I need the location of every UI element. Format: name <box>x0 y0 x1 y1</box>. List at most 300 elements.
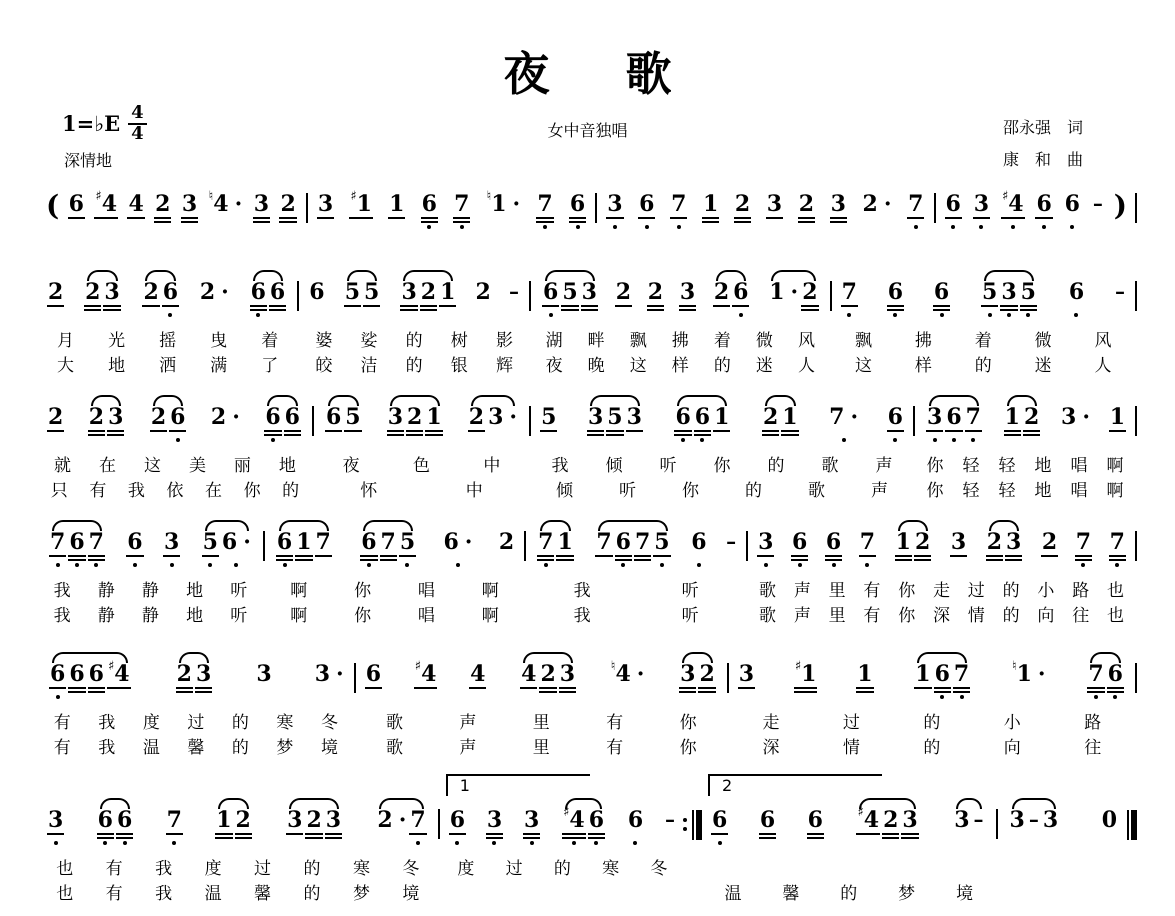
note <box>733 280 748 304</box>
note <box>366 662 381 686</box>
low-octave-dot <box>94 563 98 567</box>
note-digit: 3 <box>163 529 180 555</box>
note <box>582 280 597 304</box>
note <box>808 808 823 832</box>
note <box>562 280 577 304</box>
note <box>104 280 119 304</box>
note <box>714 280 729 304</box>
lyric-syllable: 听 <box>619 481 637 501</box>
slur-group <box>343 280 382 304</box>
note-digit: 3 <box>486 807 503 833</box>
note <box>381 530 396 554</box>
lyrics-verse-1 <box>40 582 261 601</box>
note-digit: 7 <box>841 279 857 305</box>
credits <box>1003 112 1083 176</box>
lyric-syllable: 过 <box>505 859 523 879</box>
barline <box>529 406 531 436</box>
lyric-syllable: 你 <box>898 581 916 601</box>
note-digit: 1 <box>356 191 372 217</box>
lyrics-verse-1 <box>731 714 1133 733</box>
note-digit: – <box>509 279 519 303</box>
note <box>203 530 218 554</box>
duration-dot: · <box>232 403 240 430</box>
note-digit: 7 <box>1109 529 1125 555</box>
composer-credit: 康 和 曲 <box>1002 150 1083 169</box>
lyric-syllable: 我 <box>155 859 173 879</box>
note-digit: 1 <box>296 529 312 555</box>
lyric-syllable: 样 <box>671 356 689 376</box>
slur-group <box>48 659 132 687</box>
note-digit: 2 <box>48 404 64 430</box>
lyric-syllable: 的 <box>745 481 762 501</box>
note <box>799 192 814 216</box>
notes-row <box>40 530 261 568</box>
note <box>89 530 104 554</box>
slur-group <box>87 405 126 429</box>
lyric-syllable: 地 <box>108 356 126 376</box>
accidental-natural: ♮ <box>208 189 214 204</box>
note <box>48 280 63 304</box>
lyric-syllable: 向 <box>1037 606 1055 626</box>
lyric-syllable: 冬 <box>320 713 338 733</box>
note-digit: 6 <box>807 807 823 833</box>
system-3 <box>40 405 1139 501</box>
note <box>934 280 949 304</box>
lyric-syllable: 听 <box>659 456 677 476</box>
lyrics-verse-2 <box>40 885 436 904</box>
lyric-syllable: 度 <box>142 713 160 733</box>
note <box>616 530 631 554</box>
note-digit: 2 <box>280 191 296 217</box>
lyric-syllable: 听 <box>681 581 699 601</box>
notes-row <box>40 189 304 230</box>
barline <box>438 809 440 839</box>
note-digit: 6 <box>588 807 604 833</box>
notes-row <box>301 280 527 318</box>
lyric-syllable: 声 <box>793 581 811 601</box>
note-digit: 6 <box>88 661 104 687</box>
note <box>69 192 84 216</box>
note-digit: 6 <box>365 661 382 687</box>
note <box>164 530 179 554</box>
lyric-syllable: 月 <box>57 331 75 351</box>
low-octave-dot <box>405 563 409 567</box>
note-digit: 1 <box>801 661 817 687</box>
note <box>426 405 441 429</box>
note-digit: 2 <box>802 279 818 305</box>
lyric-syllable: 皎 <box>315 356 333 376</box>
measure <box>40 808 436 904</box>
note <box>714 405 729 429</box>
lyric-syllable: 只 <box>50 481 68 501</box>
low-octave-dot <box>660 563 664 567</box>
slur-group <box>894 530 933 554</box>
duration-dot: · <box>336 660 344 687</box>
note-digit: 3 <box>181 191 198 217</box>
note <box>85 280 100 304</box>
note <box>236 808 251 832</box>
note <box>95 189 118 217</box>
measure <box>731 659 1133 758</box>
lyric-syllable: 里 <box>532 713 550 733</box>
accidental-sharp: ♯ <box>857 805 864 820</box>
measure <box>301 280 527 376</box>
meter-numerator: 4 <box>128 104 147 125</box>
note-digit: 5 <box>399 529 416 555</box>
note-digit: 2 <box>540 661 556 687</box>
note-digit: – <box>664 807 675 831</box>
note <box>802 280 817 304</box>
lyric-syllable: 冬 <box>650 859 668 879</box>
note <box>50 662 65 686</box>
note <box>48 808 63 832</box>
slur-group <box>980 280 1038 304</box>
note-digit: 4 <box>421 661 437 687</box>
note-digit: 4 <box>128 191 144 217</box>
note-digit: 5 <box>607 404 623 430</box>
note <box>524 808 539 832</box>
note-digit: 7 <box>88 529 104 555</box>
lyric-syllable: 的 <box>974 356 992 376</box>
lyric-syllable: 满 <box>210 356 228 376</box>
low-octave-dot <box>456 563 460 567</box>
note <box>712 808 727 832</box>
note-digit: 1 <box>1109 404 1125 430</box>
lyric-syllable: 静 <box>141 606 159 626</box>
lyric-syllable: 馨 <box>254 884 272 904</box>
lyric-syllable: 有 <box>53 738 71 758</box>
note-digit: 1 <box>426 404 442 430</box>
dash <box>1115 280 1125 302</box>
lyric-syllable: 的 <box>1002 581 1020 601</box>
lyric-syllable: 在 <box>98 456 116 476</box>
lyric-syllable: 湖 <box>545 331 563 351</box>
note <box>265 405 280 429</box>
note-digit: 6 <box>1107 661 1123 687</box>
note <box>1110 405 1125 429</box>
note-digit: 6 <box>759 807 776 833</box>
low-octave-dot <box>176 438 180 442</box>
key-signature <box>62 104 147 144</box>
lyrics-verse-2 <box>1000 885 1125 904</box>
barline <box>529 281 531 311</box>
note <box>639 192 654 216</box>
note <box>1042 530 1057 554</box>
low-octave-dot <box>367 563 371 567</box>
note <box>211 405 240 429</box>
note <box>1043 808 1058 832</box>
lyric-syllable: 我 <box>551 456 569 476</box>
note-digit: 7 <box>538 529 554 555</box>
low-octave-dot <box>549 313 553 317</box>
lyric-syllable: 曳 <box>210 331 228 351</box>
note-digit: 6 <box>1068 279 1085 305</box>
low-octave-dot <box>1094 695 1098 699</box>
note <box>69 662 84 686</box>
note-digit: 2 <box>48 279 64 305</box>
note <box>915 662 930 686</box>
lyric-syllable: 影 <box>495 331 513 351</box>
note <box>1005 405 1020 429</box>
note-digit: 3 <box>325 807 342 833</box>
slur-group <box>594 530 671 554</box>
lyric-syllable: 美 <box>188 456 206 476</box>
note-digit: 2 <box>762 404 779 430</box>
lyric-syllable: 深 <box>762 738 780 758</box>
lyric-syllable: 这 <box>855 356 872 376</box>
duration-dot: · <box>636 660 645 687</box>
lyric-syllable: 有 <box>863 606 881 626</box>
lyric-syllable: 我 <box>573 581 591 601</box>
lyric-syllable: 有 <box>105 884 123 904</box>
note-digit: 6 <box>825 529 842 555</box>
dash <box>726 530 736 552</box>
dash <box>1093 192 1103 214</box>
note <box>1011 659 1046 687</box>
note <box>860 530 875 554</box>
note-digit: 6 <box>934 661 950 687</box>
lyric-syllable: 你 <box>679 738 697 758</box>
note <box>857 662 872 686</box>
note <box>251 280 266 304</box>
lyric-syllable: 歌 <box>759 581 777 601</box>
note <box>450 808 465 832</box>
lyric-syllable: 这 <box>629 356 647 376</box>
note <box>488 405 517 429</box>
note <box>792 530 807 554</box>
low-octave-dot <box>1042 225 1046 229</box>
note <box>888 405 903 429</box>
note <box>954 808 969 832</box>
lyric-syllable: 唱 <box>1070 481 1088 501</box>
system-1 <box>40 189 1139 230</box>
low-octave-dot <box>271 438 275 442</box>
lyrics-verse-2 <box>40 739 352 758</box>
volta-bracket-2: 2 <box>708 774 882 796</box>
lyric-syllable: 你 <box>682 481 700 501</box>
note <box>414 659 437 687</box>
note <box>486 189 521 217</box>
lyric-syllable: 依 <box>166 481 184 501</box>
barline-thin <box>1127 810 1129 840</box>
system-4 <box>40 530 1139 626</box>
accidental-natural: ♮ <box>486 189 492 204</box>
low-octave-dot <box>621 563 625 567</box>
measure <box>310 189 593 230</box>
note-digit: 6 <box>946 404 962 430</box>
lyric-syllable: 着 <box>974 331 992 351</box>
duration-dot: · <box>512 190 521 217</box>
notes-row <box>599 192 931 230</box>
lyric-syllable: 梦 <box>276 738 294 758</box>
barline <box>595 193 597 223</box>
barline <box>727 663 729 693</box>
low-octave-dot <box>530 841 534 845</box>
note <box>469 405 484 429</box>
measure <box>533 280 828 376</box>
note-digit: 3 <box>1009 807 1025 833</box>
lyric-syllable: 温 <box>204 884 222 904</box>
lyric-syllable: 境 <box>402 884 420 904</box>
lyric-syllable: 里 <box>828 606 846 626</box>
barline <box>1135 531 1137 561</box>
note-digit: 6 <box>309 279 325 305</box>
lyrics-verse-1 <box>358 714 725 733</box>
lyric-syllable: 这 <box>143 456 161 476</box>
accidental-sharp: ♯ <box>107 659 115 674</box>
measure <box>917 405 1133 501</box>
note <box>270 280 285 304</box>
low-octave-dot <box>56 695 60 699</box>
final-barline <box>1125 809 1139 840</box>
low-octave-dot <box>103 841 107 845</box>
low-octave-dot <box>832 563 836 567</box>
lyric-syllable: 晚 <box>587 356 605 376</box>
low-octave-dot <box>933 438 937 442</box>
note <box>182 192 197 216</box>
note <box>326 808 341 832</box>
note-digit: 3 <box>679 279 696 305</box>
note <box>538 530 553 554</box>
note-digit: 4 <box>114 661 130 687</box>
note <box>543 280 558 304</box>
measure <box>704 776 994 904</box>
note <box>200 280 229 304</box>
note <box>277 530 292 554</box>
note-digit: 1 <box>216 807 232 833</box>
note-digit: 7 <box>537 191 553 217</box>
lyric-syllable: 听 <box>230 606 248 626</box>
note <box>50 530 65 554</box>
note-digit: 2 <box>176 661 192 687</box>
note <box>69 530 84 554</box>
lyrics-verse-1 <box>301 332 527 351</box>
measure <box>528 530 744 626</box>
lyrics-verse-2 <box>301 357 527 376</box>
note <box>410 808 425 832</box>
low-octave-dot <box>971 438 975 442</box>
rest <box>1102 808 1117 832</box>
note-digit: 2 <box>85 279 101 305</box>
low-octave-dot <box>940 695 944 699</box>
accidental-natural: ♮ <box>610 659 616 674</box>
lyric-syllable: 光 <box>108 331 126 351</box>
low-octave-dot <box>1074 313 1078 317</box>
low-octave-dot <box>914 225 918 229</box>
slur-group <box>48 530 106 554</box>
lyric-syllable: 我 <box>98 713 116 733</box>
note <box>306 808 321 832</box>
notes-row <box>40 808 436 846</box>
lyric-syllable: 歌 <box>821 456 839 476</box>
slur-group <box>673 405 731 429</box>
note <box>443 530 472 554</box>
barline-thick <box>696 810 702 840</box>
low-octave-dot <box>979 225 983 229</box>
note-digit: 4 <box>521 661 537 687</box>
note <box>588 405 603 429</box>
note <box>908 192 923 216</box>
lyric-syllable: 梦 <box>898 884 916 904</box>
low-octave-dot <box>54 841 58 845</box>
note-digit: 3 <box>626 404 642 430</box>
lyric-syllable: 树 <box>450 331 468 351</box>
note <box>222 530 251 554</box>
lyric-syllable: 你 <box>926 456 944 476</box>
note-digit: 2 <box>798 191 815 217</box>
note-digit: 3 <box>902 807 918 833</box>
note <box>117 808 132 832</box>
lyric-syllable: 声 <box>875 456 893 476</box>
parenthesis: ( <box>46 189 60 222</box>
note-digit: 3 <box>950 529 967 555</box>
measure <box>267 530 522 626</box>
note-digit: 1 <box>1004 404 1020 430</box>
lyric-syllable: 境 <box>956 884 974 904</box>
low-octave-dot <box>543 225 547 229</box>
duration-dot: · <box>790 278 799 305</box>
note-digit: 3 <box>1001 279 1017 305</box>
lyric-syllable: 地 <box>1034 456 1052 476</box>
lyrics-verse-1 <box>533 332 828 351</box>
low-octave-dot <box>572 841 576 845</box>
note <box>902 808 917 832</box>
lyric-syllable: 听 <box>230 581 248 601</box>
low-octave-dot <box>123 841 127 845</box>
note-digit: 6 <box>284 404 300 430</box>
lyric-syllable: 有 <box>606 713 624 733</box>
note-digit: 4 <box>470 661 486 687</box>
lyric-syllable: 人 <box>797 356 815 376</box>
dash <box>665 808 675 830</box>
note-digit: 6 <box>733 279 749 305</box>
note-digit: 2 <box>235 807 251 833</box>
note <box>454 192 469 216</box>
low-octave-dot <box>940 313 944 317</box>
barline <box>996 809 998 839</box>
note-digit: 6 <box>569 191 586 217</box>
note-digit: 6 <box>694 404 711 430</box>
song-title: 夜 歌 <box>503 47 702 101</box>
note-digit: 6 <box>887 279 904 305</box>
lyrics-verse-1 <box>442 860 683 879</box>
low-octave-dot <box>1026 313 1030 317</box>
lyric-syllable: 唱 <box>417 606 435 626</box>
lyric-syllable: 的 <box>553 859 571 879</box>
lyric-syllable: 轻 <box>962 481 980 501</box>
low-octave-dot <box>700 438 704 442</box>
lyric-syllable: 夜 <box>545 356 563 376</box>
voice-type-label: 女中音独唱 <box>547 121 628 140</box>
lyric-syllable: 往 <box>1084 738 1102 758</box>
note <box>589 808 604 832</box>
lyric-syllable: 迷 <box>1034 356 1052 376</box>
slur-group <box>249 280 288 304</box>
low-octave-dot <box>1113 695 1117 699</box>
lyric-syllable: 风 <box>1094 331 1112 351</box>
note <box>254 192 269 216</box>
accidental-sharp: ♯ <box>350 189 357 204</box>
slur-group <box>1086 662 1125 686</box>
note <box>699 662 714 686</box>
slur-group <box>761 405 800 429</box>
lyric-syllable: 洁 <box>360 356 378 376</box>
lyric-syllable: 路 <box>1072 581 1090 601</box>
measure <box>40 530 261 626</box>
note-digit: 2 <box>155 191 171 217</box>
low-octave-dot <box>893 438 897 442</box>
accidental-natural: ♮ <box>1011 659 1017 674</box>
